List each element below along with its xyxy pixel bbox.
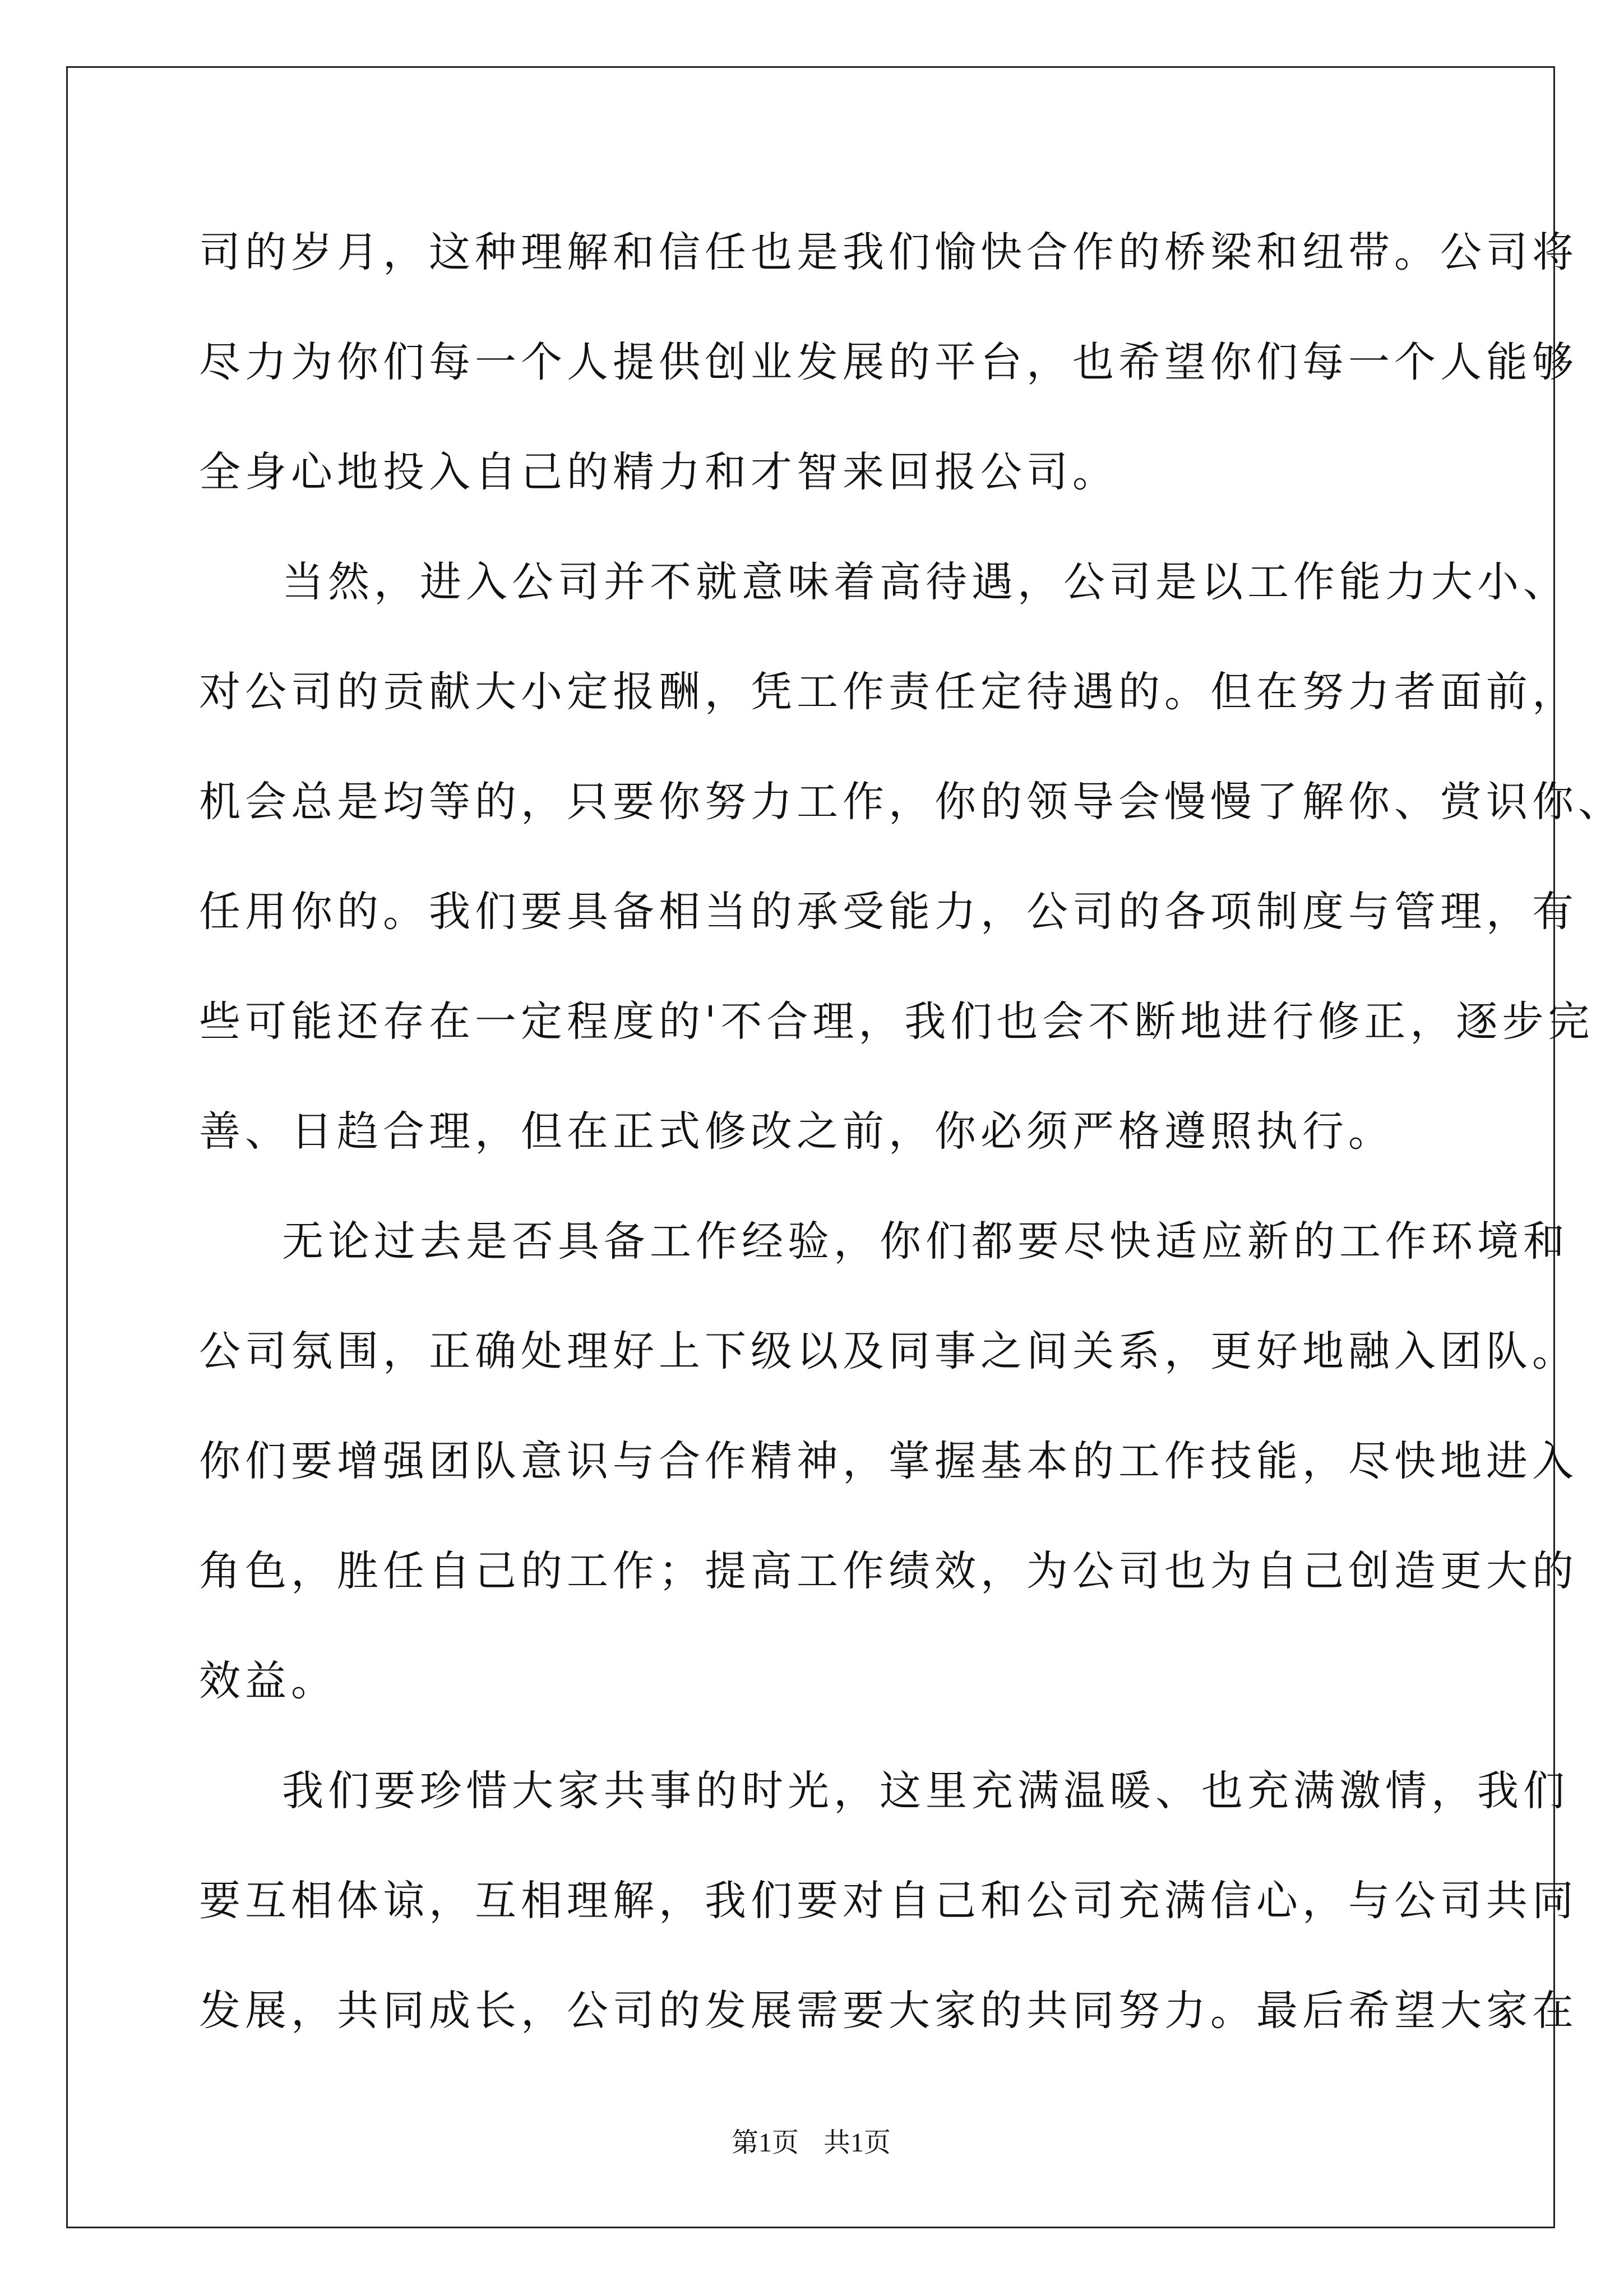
text-line-11: 公司氛围，正确处理好上下级以及同事之间关系，更好地融入团队。	[199, 1327, 1578, 1375]
page-total: 共1页	[823, 2128, 891, 2158]
text-line-16: 要互相体谅，互相理解，我们要对自己和公司充满信心，与公司共同	[199, 1877, 1578, 1925]
text-line-14: 效益。	[199, 1657, 337, 1705]
text-line-5: 对公司的贡献大小定报酬，凭工作责任定待遇的。但在努力者面前，	[199, 668, 1578, 716]
text-line-3: 全身心地投入自己的精力和才智来回报公司。	[199, 448, 1118, 496]
text-line-10: 无论过去是否具备工作经验，你们都要尽快适应新的工作环境和	[282, 1217, 1569, 1266]
page-number: 第1页	[731, 2128, 799, 2158]
text-line-15: 我们要珍惜大家共事的时光，这里充满温暖、也充满激情，我们	[282, 1767, 1569, 1815]
text-line-2: 尽力为你们每一个人提供创业发展的平台，也希望你们每一个人能够	[199, 338, 1578, 386]
text-line-9: 善、日趋合理，但在正式修改之前，你必须严格遵照执行。	[199, 1107, 1394, 1156]
text-line-4: 当然，进入公司并不就意味着高待遇，公司是以工作能力大小、	[282, 558, 1569, 606]
text-line-8: 些可能还存在一定程度的'不合理，我们也会不断地进行修正，逐步完	[199, 998, 1594, 1046]
text-line-13: 角色，胜任自己的工作；提高工作绩效，为公司也为自己创造更大的	[199, 1547, 1578, 1595]
page-footer	[0, 2121, 1622, 2159]
text-line-1: 司的岁月，这种理解和信任也是我们愉快合作的桥梁和纽带。公司将	[199, 228, 1578, 276]
text-line-17: 发展，共同成长，公司的发展需要大家的共同努力。最后希望大家在	[199, 1987, 1578, 2035]
text-line-7: 任用你的。我们要具备相当的承受能力，公司的各项制度与管理，有	[199, 888, 1578, 936]
text-line-12: 你们要增强团队意识与合作精神，掌握基本的工作技能，尽快地进入	[199, 1437, 1578, 1485]
document-body	[199, 197, 1624, 2066]
text-line-6: 机会总是均等的，只要你努力工作，你的领导会慢慢了解你、赏识你、	[199, 778, 1624, 826]
